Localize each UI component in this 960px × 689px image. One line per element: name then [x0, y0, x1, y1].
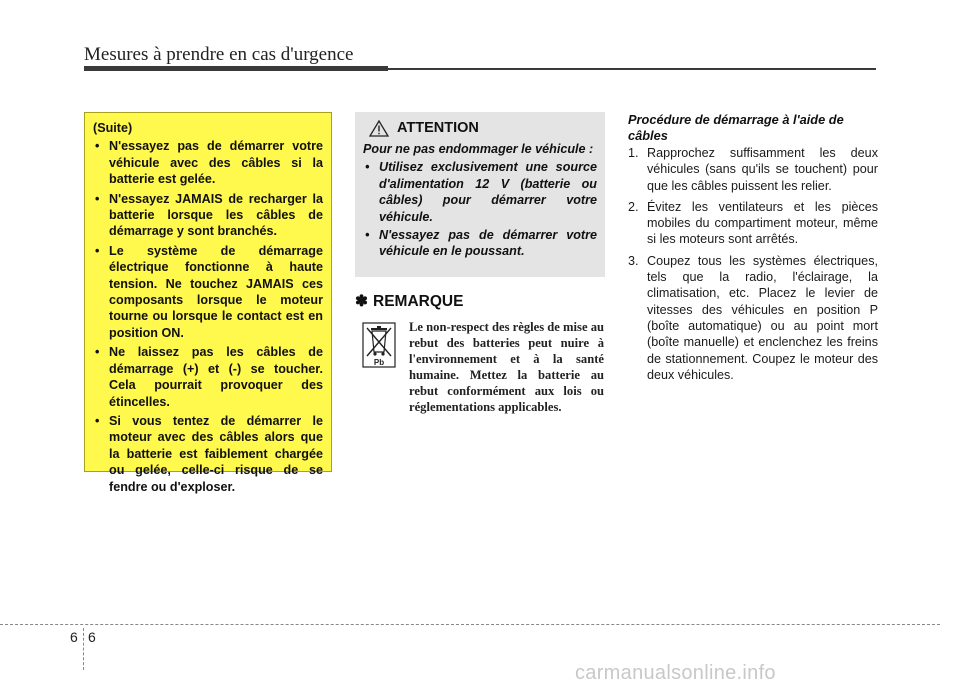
warning-item: • Si vous tentez de démarrer le moteur avec des câbles alors que la batterie est faiblement chargée ou gelée, celle-ci risque de se fendre ou d'exploser. [93, 413, 323, 495]
header-rule-thin [388, 68, 876, 70]
page-title: Mesures à prendre en cas d'urgence [84, 44, 354, 65]
warning-item: • N'essayez pas de démarrer votre véhicule avec des câbles si la batterie est gelée. [93, 138, 323, 187]
attention-box [355, 112, 605, 277]
remark-header [355, 292, 463, 311]
header-rule-thick [84, 66, 388, 71]
attention-intro: Pour ne pas endommager le véhicule : [363, 142, 594, 156]
warning-list [93, 138, 323, 495]
step-text: Évitez les ventilateurs et les pièces mobiles du compartiment moteur, même si les moteurs sont arrêtés. [647, 199, 878, 247]
watermark: carmanualsonline.info [575, 662, 776, 684]
step-number: 2. [628, 199, 639, 214]
page-number: 6 [88, 629, 96, 645]
remark-title: REMARQUE [373, 292, 464, 310]
footer-divider [83, 628, 84, 670]
attention-list [363, 159, 597, 259]
attention-title: ATTENTION [397, 120, 479, 137]
attention-item: • N'essayez pas de démarrer votre véhicule en le poussant. [363, 227, 597, 260]
warning-item: • N'essayez JAMAIS de recharger la batterie lorsque les câbles de démarrage y sont branchés. [93, 191, 323, 240]
battery-symbol-label: Pb [373, 358, 385, 367]
procedure-step [628, 253, 878, 383]
chapter-number: 6 [70, 629, 78, 645]
footer-rule [0, 624, 940, 625]
procedure-step [628, 199, 878, 248]
attention-header [363, 120, 597, 137]
procedure-step [628, 145, 878, 194]
procedure-list [628, 145, 878, 388]
warning-box [84, 112, 332, 494]
step-number: 1. [628, 146, 639, 160]
warning-triangle-icon [369, 120, 389, 137]
step-text: Rapprochez suffisamment les deux véhicules (sans qu'ils se touchent) pour que les câbles puissent les relier. [647, 146, 878, 193]
warning-item: • Le système de démarrage électrique fonctionne à haute tension. Ne touchez JAMAIS ces composants lorsque le moteur tourne ou lorsque le contact est en position ON. [93, 243, 323, 341]
crossed-bin-icon [362, 322, 396, 368]
warning-item: • Ne laissez pas les câbles de démarrage (+) et (-) se toucher. Cela pourrait provoquer des étincelles. [93, 344, 323, 410]
step-text: Coupez tous les systèmes électriques, tels que la radio, l'éclairage, la climatisation, etc. Placez le levier de vitesses des véhicules en position P (boîte automatique) ou au point mort (boîte manuelle) et enclenchez les freins de stationnement. Coupez le moteur des deux véhicules. [647, 253, 878, 382]
step-number: 3. [628, 253, 639, 268]
attention-item: • Utilisez exclusivement une source d'alimentation 12 V (batterie ou câbles) pour démarrer votre véhicule. [363, 159, 597, 225]
procedure-title: Procédure de démarrage à l'aide de câbles [628, 112, 844, 143]
remark-symbol-icon: ✽ [355, 293, 368, 310]
remark-text: Le non-respect des règles de mise au rebut des batteries peut nuire à l'environnement et à la santé humaine. Mettez la batterie au rebut conformément aux lois ou réglementations applicables. [409, 320, 604, 415]
warning-heading: (Suite) [93, 121, 133, 135]
